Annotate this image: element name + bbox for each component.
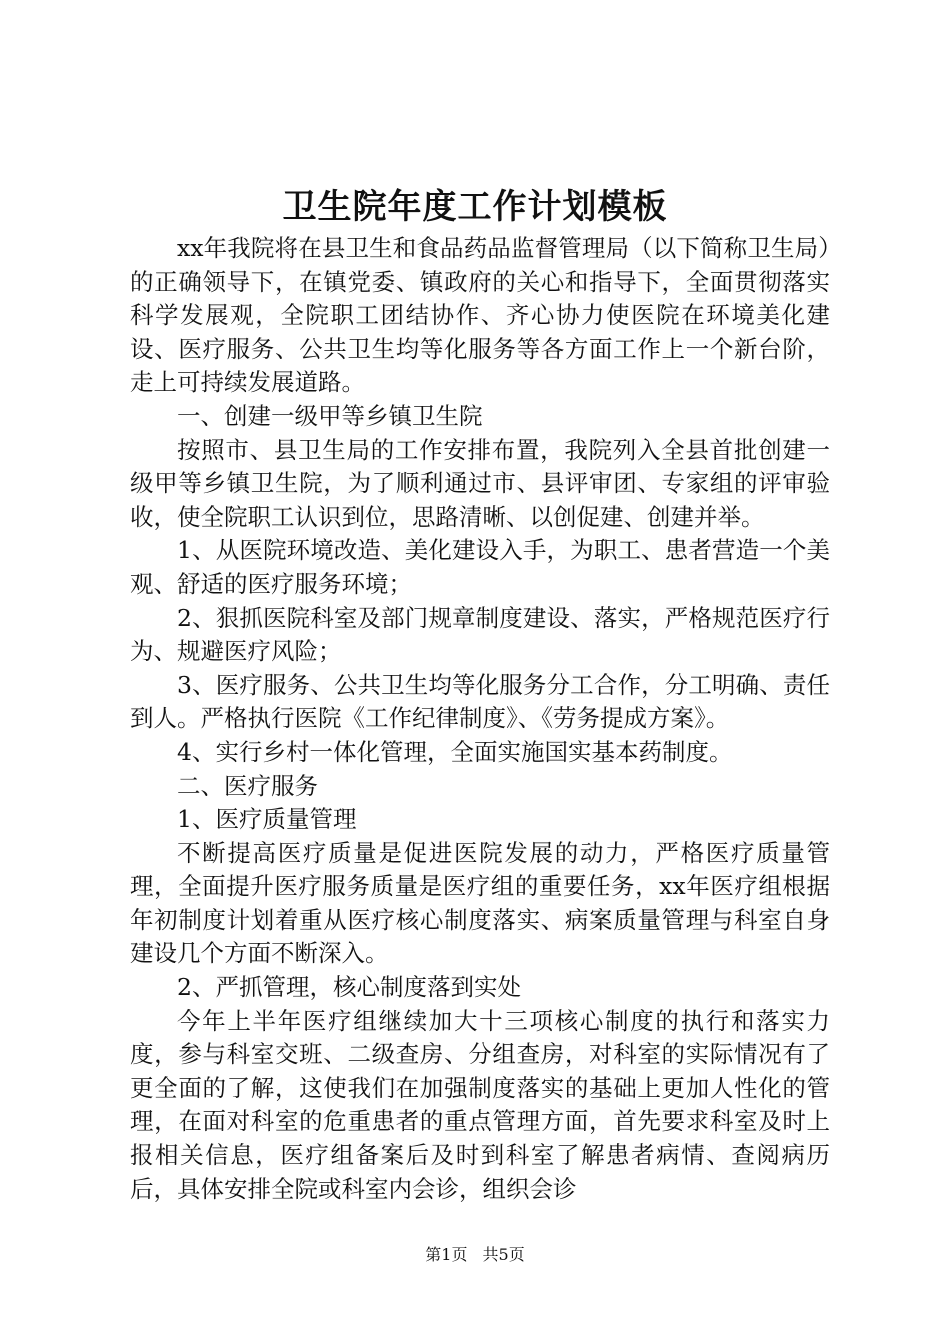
- paragraph: 今年上半年医疗组继续加大十三项核心制度的执行和落实力度，参与科室交班、二级查房、分组查房，对科室的实际情况有了更全面的了解，这使我们在加强制度落实的基础上更加人性化的管理，在面对科室的危重患者的重点管理方面，首先要求科室及时上报相关信息，医疗组备案后及时到科室了解患者病情、查阅病历后，具体安排全院或科室内会诊，组织会诊: [130, 1006, 830, 1203]
- page-number: 第1页: [425, 1245, 468, 1264]
- list-item: 2、狠抓医院科室及部门规章制度建设、落实，严格规范医疗行为、规避医疗风险；: [130, 603, 830, 666]
- section-heading-1: 一、创建一级甲等乡镇卫生院: [177, 401, 483, 430]
- document-body: [130, 232, 830, 1206]
- document-title: 卫生院年度工作计划模板: [282, 187, 668, 227]
- page-total: 共5页: [482, 1245, 525, 1264]
- subsection-heading: 2、严抓管理，核心制度落到实处: [177, 973, 521, 1002]
- page-footer: [0, 1244, 950, 1266]
- list-item: 4、实行乡村一体化管理，全面实施国实基本药制度。: [177, 737, 733, 766]
- list-item: 1、从医院环境改造、美化建设入手，为职工、患者营造一个美观、舒适的医疗服务环境；: [130, 536, 830, 598]
- paragraph-intro: xx年我院将在县卫生和食品药品监督管理局（以下简称卫生局）的正确领导下，在镇党委、镇政府的关心和指导下，全面贯彻落实科学发展观，全院职工团结协作、齐心协力使医院在环境美化建设、医疗服务、公共卫生均等化服务等各方面工作上一个新台阶，走上可持续发展道路。: [130, 234, 830, 397]
- section-heading-2: 二、医疗服务: [177, 771, 318, 800]
- subsection-heading: 1、医疗质量管理: [177, 805, 357, 834]
- paragraph: 不断提高医疗质量是促进医院发展的动力，严格医疗质量管理，全面提升医疗服务质量是医疗组的重要任务，xx年医疗组根据年初制度计划着重从医疗核心制度落实、病案质量管理与科室自身建设几个方面不断深入。: [130, 838, 830, 968]
- paragraph: 按照市、县卫生局的工作安排布置，我院列入全县首批创建一级甲等乡镇卫生院，为了顺利通过市、县评审团、专家组的评审验收，使全院职工认识到位，思路清晰、以创促建、创建并举。: [130, 435, 830, 531]
- list-item: 3、医疗服务、公共卫生均等化服务分工合作，分工明确、责任到人。严格执行医院《工作纪律制度》、《劳务提成方案》。: [130, 670, 830, 733]
